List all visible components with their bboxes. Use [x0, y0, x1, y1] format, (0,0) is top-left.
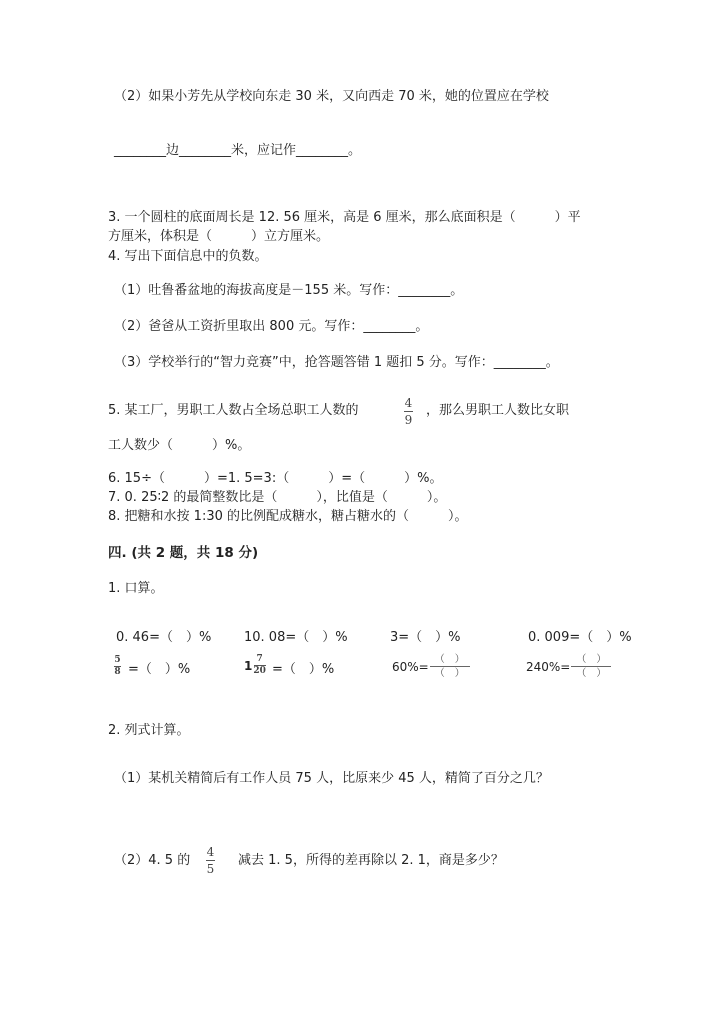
fraction-denominator: 5	[206, 862, 215, 876]
calc-r2-c3-lead: 60%=	[392, 659, 429, 674]
fraction-denominator: 8	[114, 667, 121, 677]
section4-q1-title: 1. 口算。	[108, 581, 164, 596]
section4-q2-item2-after: 减去 1. 5，所得的差再除以 2. 1，商是多少？	[238, 853, 504, 868]
answer-fraction	[571, 654, 611, 679]
calc-r2-c4-lead: 240%=	[526, 659, 571, 674]
fraction-bar	[571, 666, 611, 667]
fraction-bar	[430, 666, 470, 667]
fraction-numerator: 5	[114, 655, 121, 665]
fraction-bar	[206, 860, 215, 861]
calc-r2-c4	[526, 654, 611, 679]
calc-r1-c2: 10. 08=（ ）%	[244, 630, 348, 645]
fraction-denominator: 20	[253, 666, 266, 676]
calc-r2-c2-mixed-number	[244, 655, 266, 676]
fraction-denominator: （ ）	[434, 668, 465, 679]
q6: 6. 15÷（ ）=1. 5=3:（ ）=（ ）%。	[108, 471, 443, 486]
calc-r1-c4: 0. 009=（ ）%	[528, 630, 632, 645]
calc-r2-c1-fraction	[114, 656, 121, 677]
mixed-whole: 1	[244, 658, 253, 673]
section4-q2-item2-fraction	[206, 845, 215, 876]
section4-heading: 四. (共 2 题，共 18 分)	[108, 545, 259, 561]
section4-q2-item1: （1）某机关精简后有工作人员 75 人，比原来少 45 人，精简了百分之几？	[114, 771, 549, 786]
calc-r2-c2-tail: =（ ）%	[272, 662, 335, 677]
q7: 7. 0. 25∶2 的最简整数比是（ ），比值是（ ）。	[108, 490, 447, 505]
section4-q2-title: 2. 列式计算。	[108, 723, 190, 738]
q4-item-1: （1）吐鲁番盆地的海拔高度是－155 米。写作：________。	[114, 283, 464, 298]
q3-line1: 3. 一个圆柱的底面周长是 12. 56 厘米，高是 6 厘米，那么底面积是（ ）平	[108, 210, 581, 225]
answer-fraction	[430, 654, 470, 679]
fraction-numerator: （ ）	[576, 654, 607, 665]
fraction-numerator: （ ）	[434, 654, 465, 665]
calc-r1-c3: 3=（ ）%	[390, 630, 461, 645]
calc-r2-c3	[392, 654, 470, 679]
q2-part2-line2: ________边________米，应记作________。	[114, 143, 362, 158]
calc-r1-c1: 0. 46=（ ）%	[116, 630, 212, 645]
mixed-fraction	[253, 655, 266, 676]
q4-item-3: （3）学校举行的“智力竞赛”中，抢答题答错 1 题扣 5 分。写作：________。	[114, 355, 559, 370]
q5-fraction-numerator: 4	[404, 396, 413, 410]
q5-fraction	[404, 396, 413, 427]
q2-part2-line1: （2）如果小芳先从学校向东走 30 米，又向西走 70 米，她的位置应在学校	[114, 89, 549, 104]
calc-r2-c1-tail: =（ ）%	[128, 662, 191, 677]
fraction-numerator: 7	[256, 654, 263, 664]
fraction-numerator: 4	[206, 845, 215, 859]
fraction-denominator: （ ）	[576, 668, 607, 679]
q5-fraction-denominator: 9	[404, 413, 413, 427]
fraction-bar	[404, 411, 413, 412]
q3-line2: 方厘米，体积是（ ）立方厘米。	[108, 229, 330, 244]
q5-text-before: 5. 某工厂，男职工人数占全场总职工人数的	[108, 403, 359, 418]
q4-title: 4. 写出下面信息中的负数。	[108, 249, 268, 264]
section4-q2-item2-before: （2）4. 5 的	[114, 853, 191, 868]
q5-text-after: ，那么男职工人数比女职	[426, 403, 570, 418]
q4-item-2: （2）爸爸从工资折里取出 800 元。写作：________。	[114, 319, 429, 334]
q8: 8. 把糖和水按 1:30 的比例配成糖水，糖占糖水的（ ）。	[108, 509, 468, 524]
q5-line2: 工人数少（ ）%。	[108, 438, 251, 453]
